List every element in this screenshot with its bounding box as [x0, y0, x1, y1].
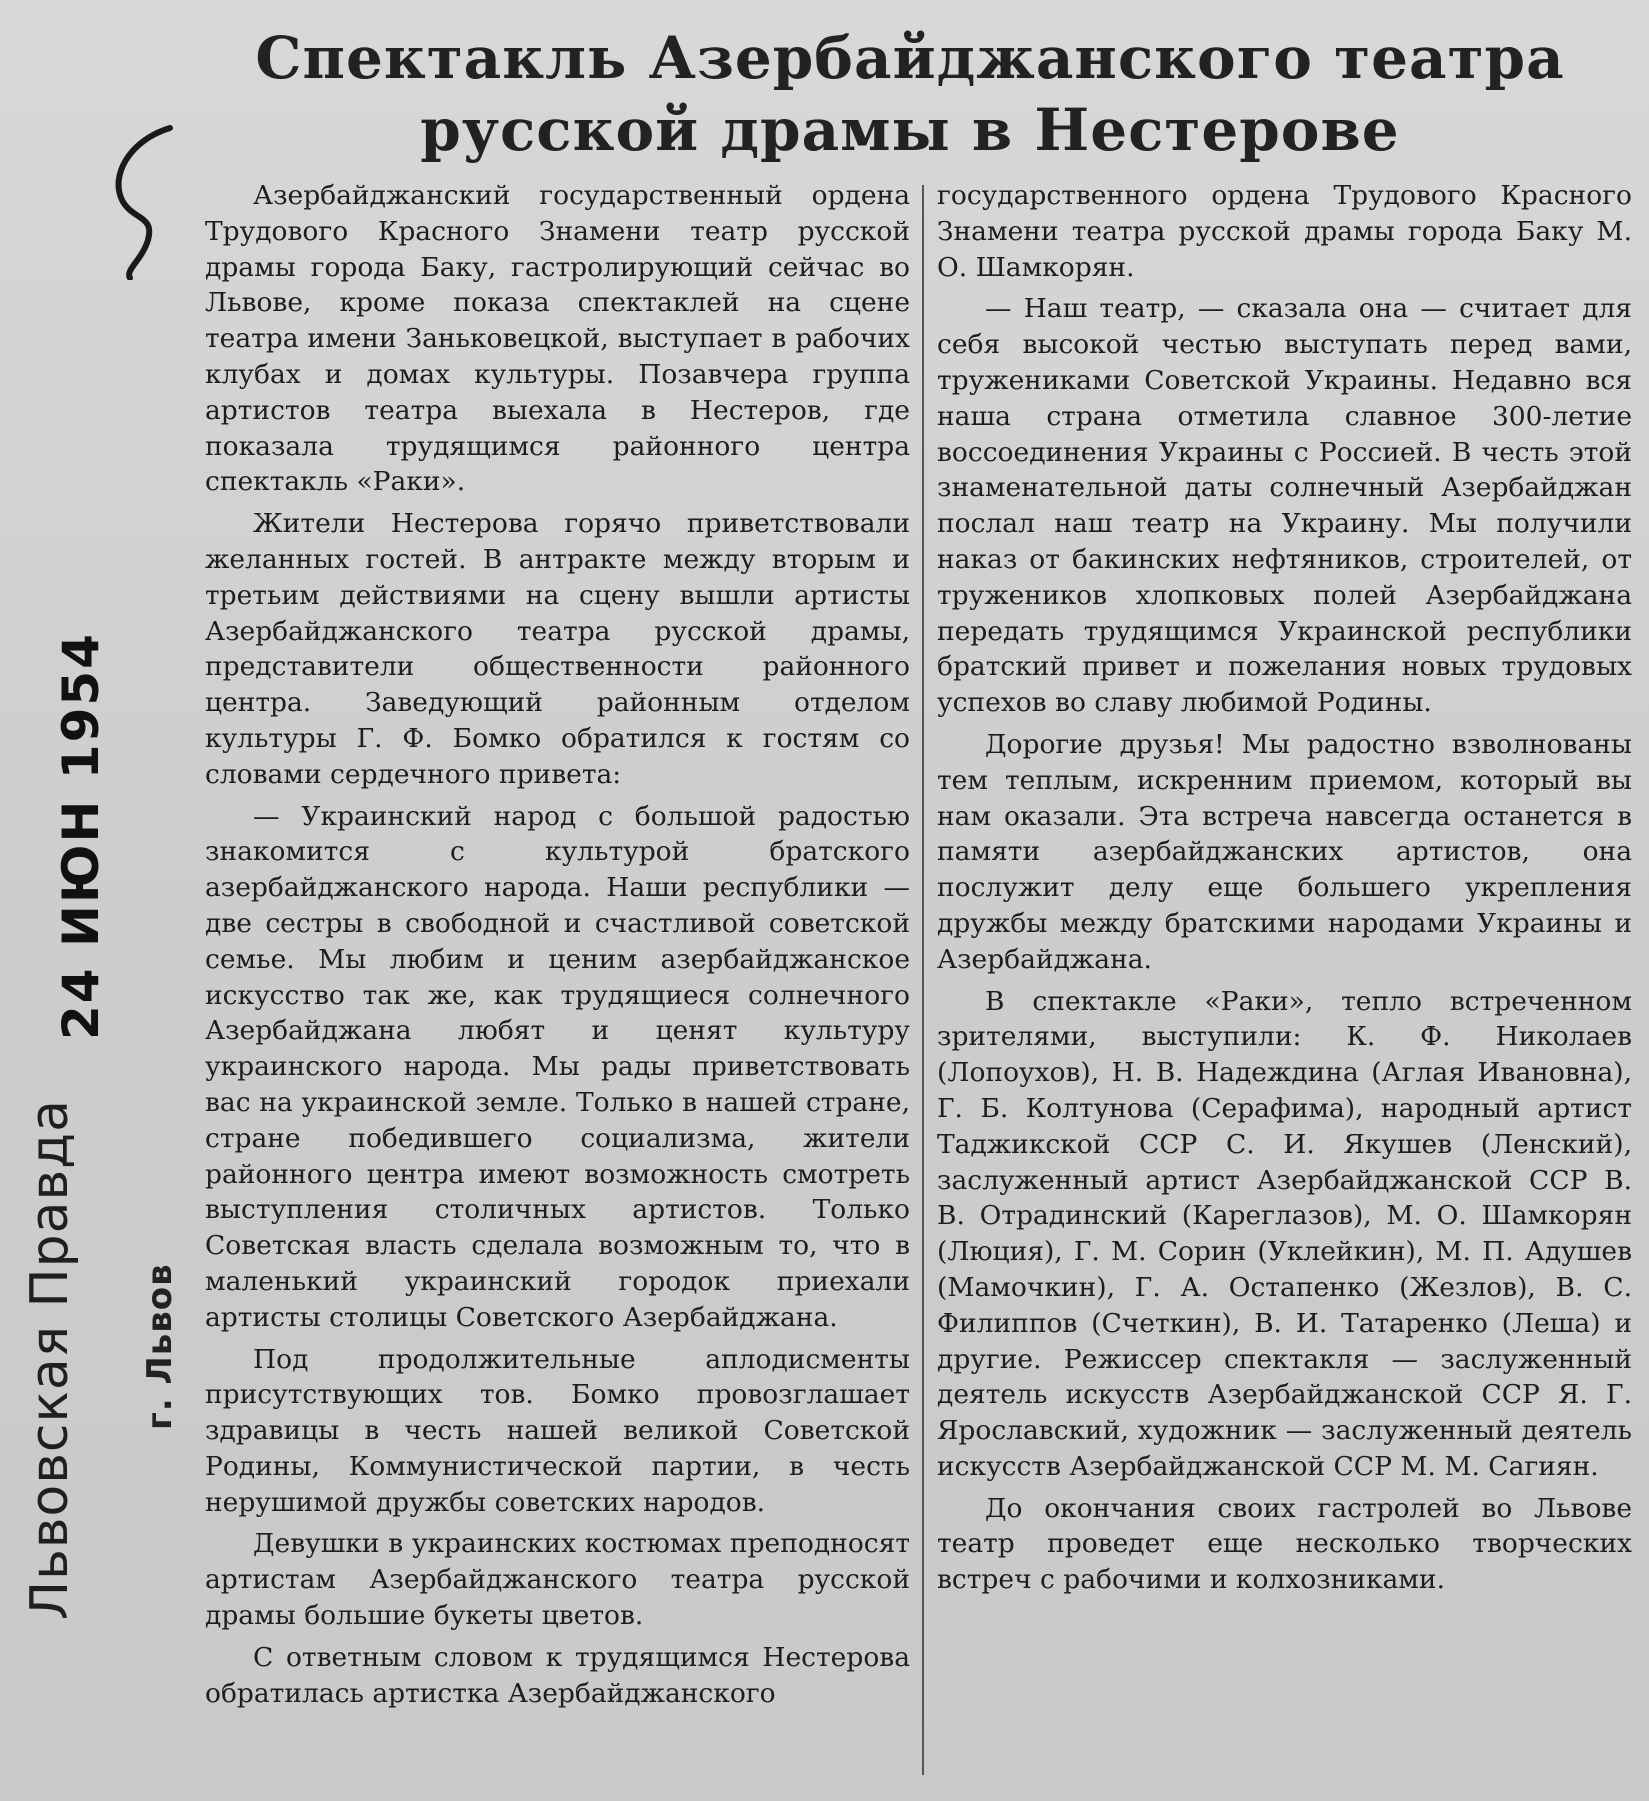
- paragraph: В спектакле «Раки», тепло встреченном зрителями, выступили: К. Ф. Николаев (Лопоухов), Н. В. Надеждина (Аглая Ивановна), Г. Б. Колтунова (Серафима), народный артист Таджикской ССР С. И. Якушев (Ленский), заслуженный артист Азербайджанской ССР В. В. Отрадинский (Кареглазов), М. О. Шамкорян (Люция), Г. М. Сорин (Уклейкин), М. П. Адушев (Мамочкин), Г. А. Остапенко (Жезлов), В. С. Филиппов (Счеткин), В. И. Татаренко (Леша) и другие. Режиссер спектакля — заслуженный деятель искусств Азербайджанской ССР Я. Г. Ярославский, художник — заслуженный деятель искусств Азербайджанской ССР М. М. Сагиян.: [937, 985, 1632, 1482]
- paragraph: Под продолжительные аплодисменты присутствующих тов. Бомко провозглашает здравицы в честь нашей великой Советской Родины, Коммунистической партии, в честь нерушимой дружбы советских народов.: [205, 1343, 910, 1518]
- paragraph: До окончания своих гастролей во Львове театр проведет еще несколько творческих встреч с рабочими и колхозниками.: [937, 1492, 1632, 1596]
- column-divider: [922, 185, 924, 1775]
- newspaper-name: Львовская Правда: [20, 1099, 80, 1620]
- clipping-date-stamp: 24 ИЮН 1954: [52, 632, 110, 1040]
- paragraph: Азербайджанский государственный ордена Трудового Красного Знамени театр русской драмы города Баку, гастролирующий сейчас во Львове, кроме показа спектаклей на сцене театра имени Заньковецкой, выступает в рабочих клубах и домах культуры. Позавчера группа артистов театра выехала в Нестеров, где показала трудящимся районного центра спектакль «Раки».: [205, 180, 910, 498]
- paragraph: — Наш театр, — сказала она — считает для себя высокой честью выступать перед вами, тружениками Советской Украины. Недавно вся наша страна отметила славное 300-летие воссоединения Украины с Россией. В честь этой знаменательной даты солнечный Азербайджан послал наш театр на Украину. Мы получили наказ от бакинских нефтяников, строителей, от тружеников хлопковых полей Азербайджана передать трудящимся Украинской республики братский привет и пожелания новых трудовых успехов во славу любимой Родины.: [937, 293, 1632, 719]
- article-headline: [200, 22, 1620, 166]
- paragraph: Жители Нестерова горячо приветствовали желанных гостей. В антракте между вторым и третьим действиями на сцену вышли артисты Азербайджанского театра русской драмы, представители общественности районного центра. Заведующий районным отделом культуры Г. Ф. Бомко обратился к гостям со словами сердечного привета:: [205, 508, 910, 790]
- paragraph: С ответным словом к трудящимся Нестерова обратилась артистка Азербайджанского: [205, 1641, 910, 1709]
- clipping-city: г. Львов: [140, 1263, 180, 1430]
- paragraph: — Украинский народ с большой радостью знакомится с культурой братского азербайджанского народа. Наши республики — две сестры в свободной и счастливой советской семье. Мы любим и ценим азербайджанское искусство так же, как трудящиеся солнечного Азербайджана любят и ценят культуру украинского народа. Мы рады приветствовать вас на украинской земле. Только в нашей стране, стране победившего социализма, жители районного центра имеют возможность смотреть выступления столичных артистов. Только Советская власть сделала возможным то, что в маленький украинский городок приехали артисты столицы Советского Азербайджана.: [205, 800, 910, 1333]
- paragraph: Дорогие друзья! Мы радостно взволнованы тем теплым, искренним приемом, который вы нам оказали. Эта встреча навсегда останется в памяти азербайджанских артистов, она послужит делу еще большего укрепления дружбы между братскими народами Украины и Азербайджана.: [937, 728, 1632, 975]
- headline-line-2: русской драмы в Нестерове: [420, 96, 1400, 164]
- paragraph: Девушки в украинских костюмах преподносят артистам Азербайджанского театра русской драмы большие букеты цветов.: [205, 1528, 910, 1632]
- article-column-right: [937, 178, 1632, 1604]
- paragraph: государственного ордена Трудового Красного Знамени театра русской драмы города Баку М. О. Шамкорян.: [937, 180, 1632, 283]
- headline-line-1: Спектакль Азербайджанского театра: [255, 24, 1565, 92]
- article-column-left: [205, 178, 910, 1717]
- handwritten-mark-icon: [100, 120, 190, 280]
